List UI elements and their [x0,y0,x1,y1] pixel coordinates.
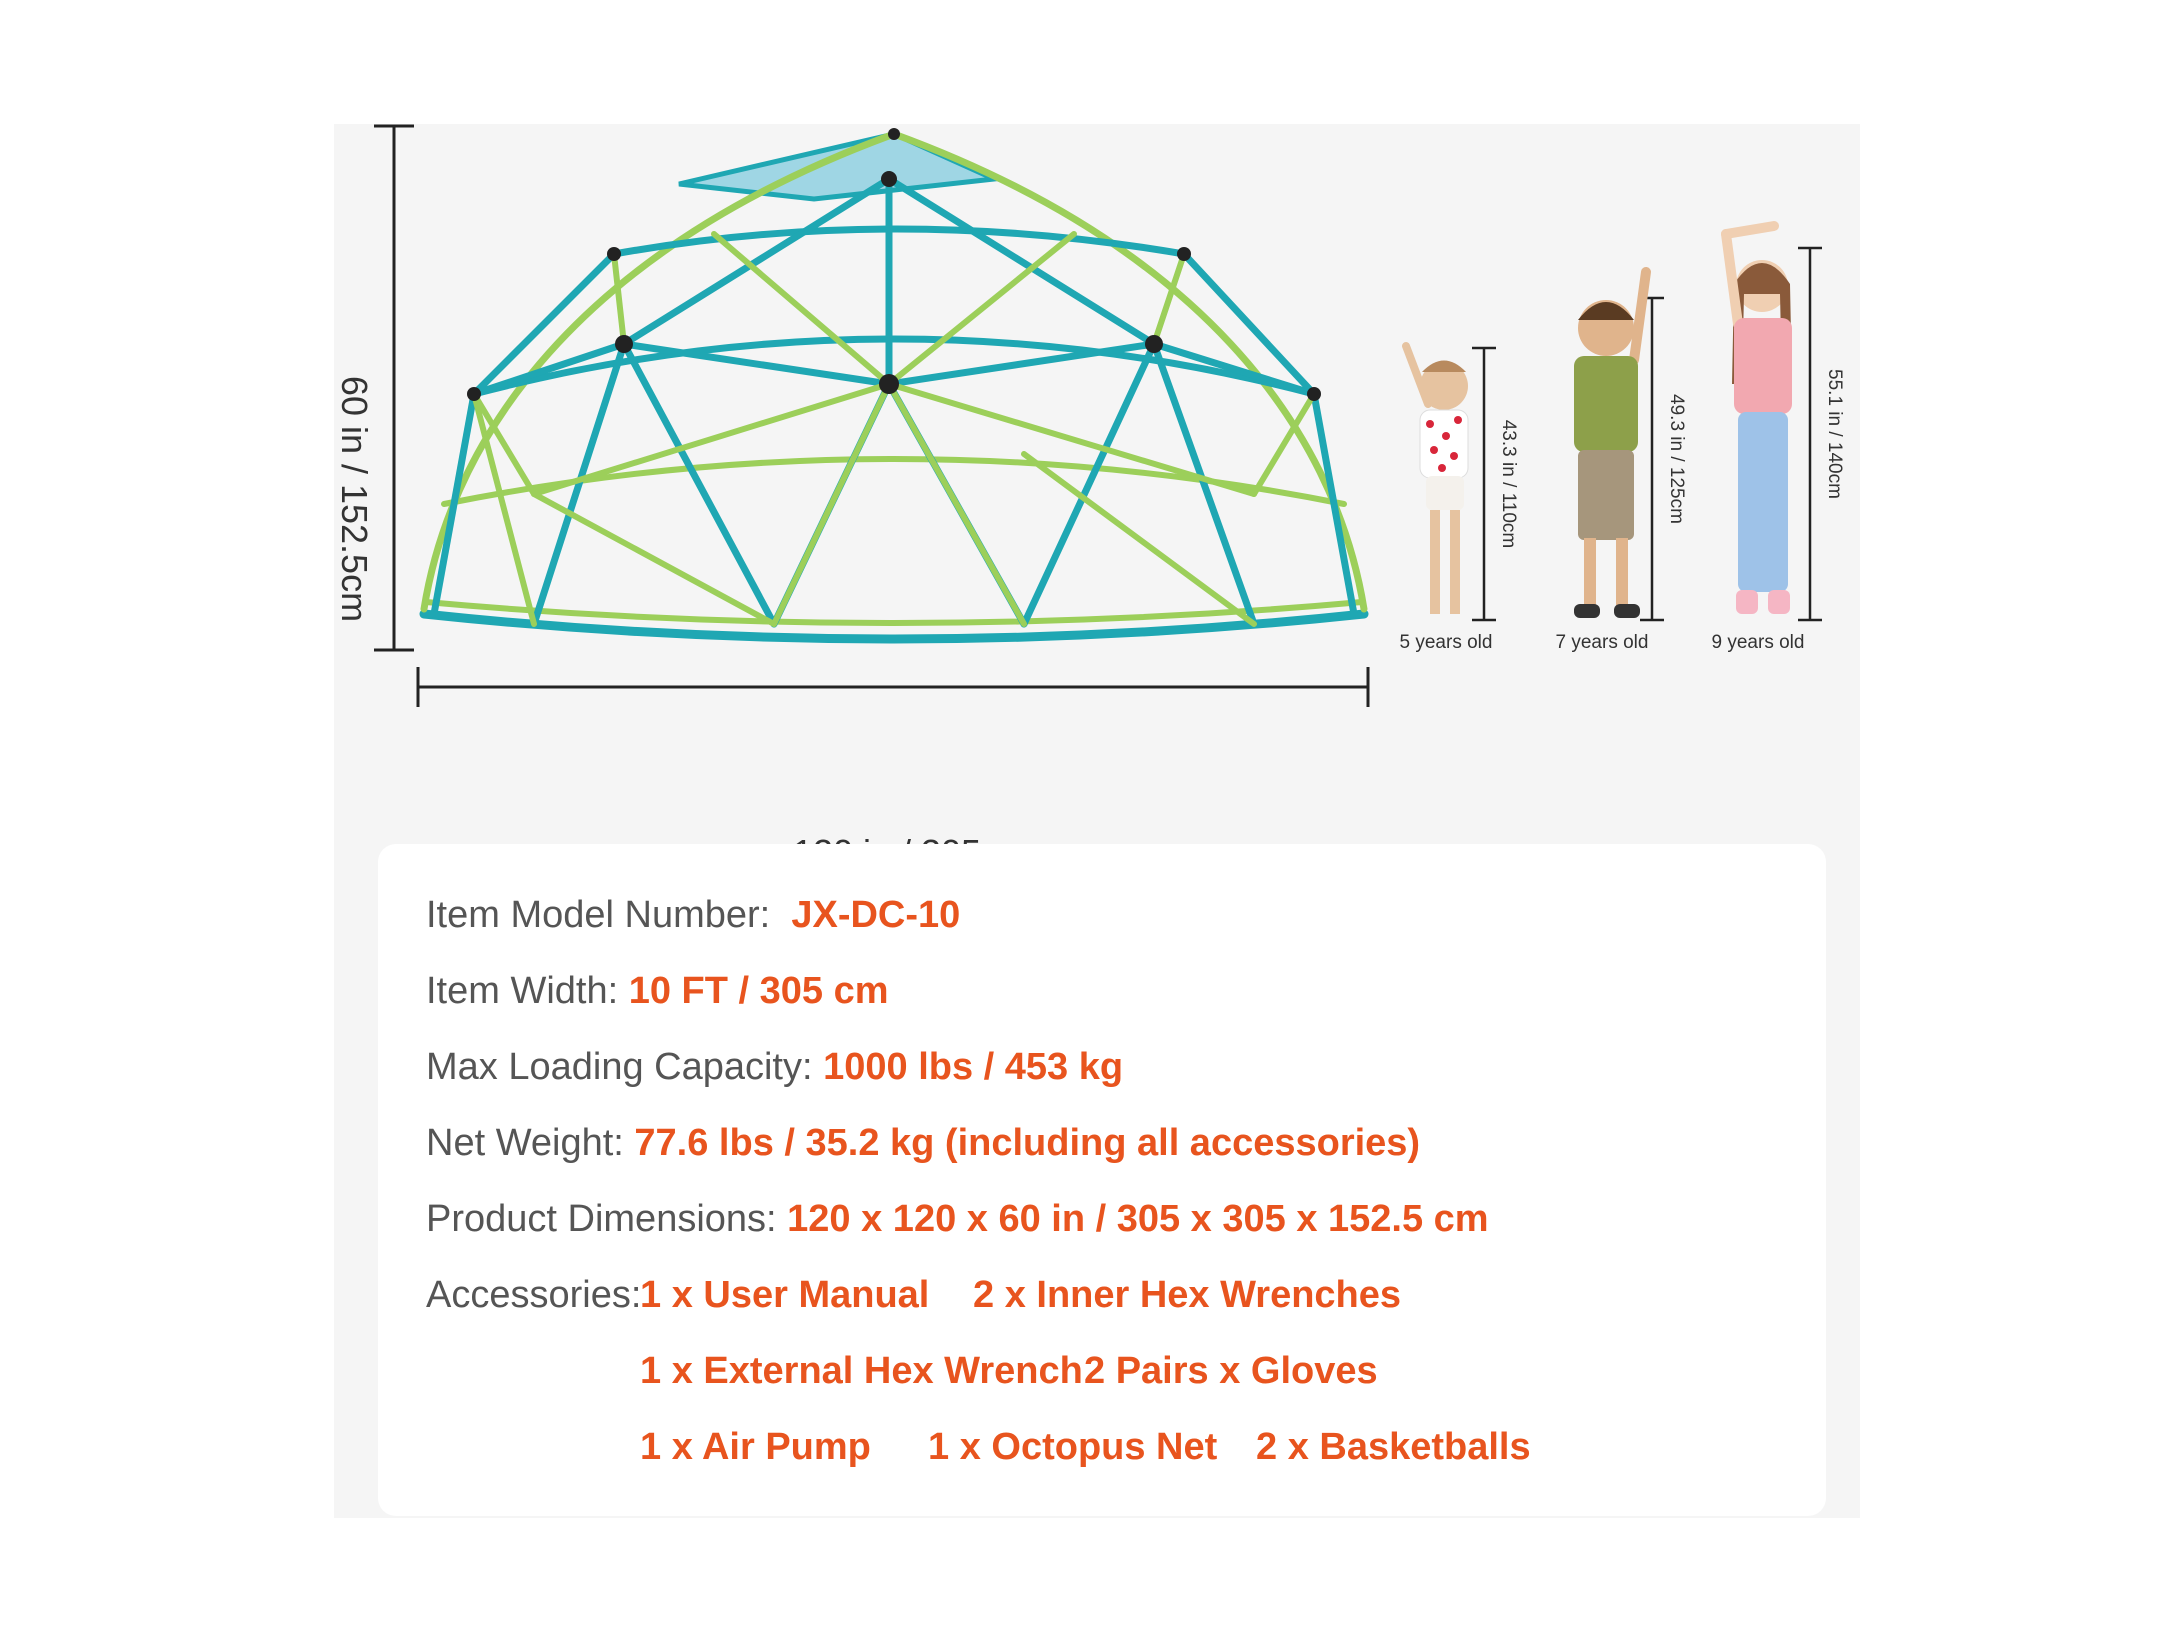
accessory-item: 2 Pairs x Gloves [1084,1350,1378,1392]
spec-label: Product Dimensions: [426,1198,777,1240]
accessory-item: 2 x Inner Hex Wrenches [973,1274,1402,1316]
product-info-panel [334,124,1860,1518]
spec-label: Net Weight: [426,1122,624,1164]
spec-value: 10 FT / 305 cm [628,970,889,1012]
spec-item-width [426,970,889,1013]
accessory-item: 2 x Basketballs [1256,1426,1531,1468]
spec-value: 120 x 120 x 60 in / 305 x 305 x 152.5 cm [787,1198,1489,1240]
child-9-years [1726,226,1792,614]
spec-value: 1000 lbs / 453 kg [823,1046,1124,1088]
accessory-item: 1 x Octopus Net [928,1426,1218,1468]
accessory-item: 1 x Air Pump [640,1426,871,1468]
child-7-years [1574,272,1646,618]
accessory-item: 1 x User Manual [640,1274,930,1316]
dome-frame [424,128,1364,639]
spec-label: Accessories: [426,1274,642,1316]
kid-height-label: 55.1 in / 140cm [1824,369,1845,499]
spec-label: Item Width: [426,970,619,1012]
width-dimension-line [418,667,1368,707]
spec-product-dimensions [426,1198,1489,1241]
spec-max-capacity [426,1046,1123,1089]
height-dimension-label: 60 in / 152.5cm [334,375,375,623]
spec-value: JX-DC-10 [791,894,961,936]
kid-age-label: 5 years old [1399,632,1493,653]
spec-net-weight [426,1122,1420,1165]
climbing-dome-illustration [334,124,1860,824]
specifications-card [378,844,1826,1516]
dimension-diagram [334,124,1860,824]
spec-label: Max Loading Capacity: [426,1046,813,1088]
spec-label: Item Model Number: [426,894,771,936]
spec-value: 77.6 lbs / 35.2 kg (including all accessories) [634,1122,1421,1164]
kid-age-label: 7 years old [1555,632,1649,653]
kid-age-label: 9 years old [1711,632,1805,653]
child-5-years [1406,346,1468,614]
spec-accessories [426,1274,641,1317]
height-dimension-line [374,126,414,650]
accessory-item: 1 x External Hex Wrench [640,1350,1083,1392]
kid-height-label: 43.3 in / 110cm [1498,419,1519,549]
spec-model-number [426,894,960,937]
kid-height-label: 49.3 in / 125cm [1666,394,1687,524]
